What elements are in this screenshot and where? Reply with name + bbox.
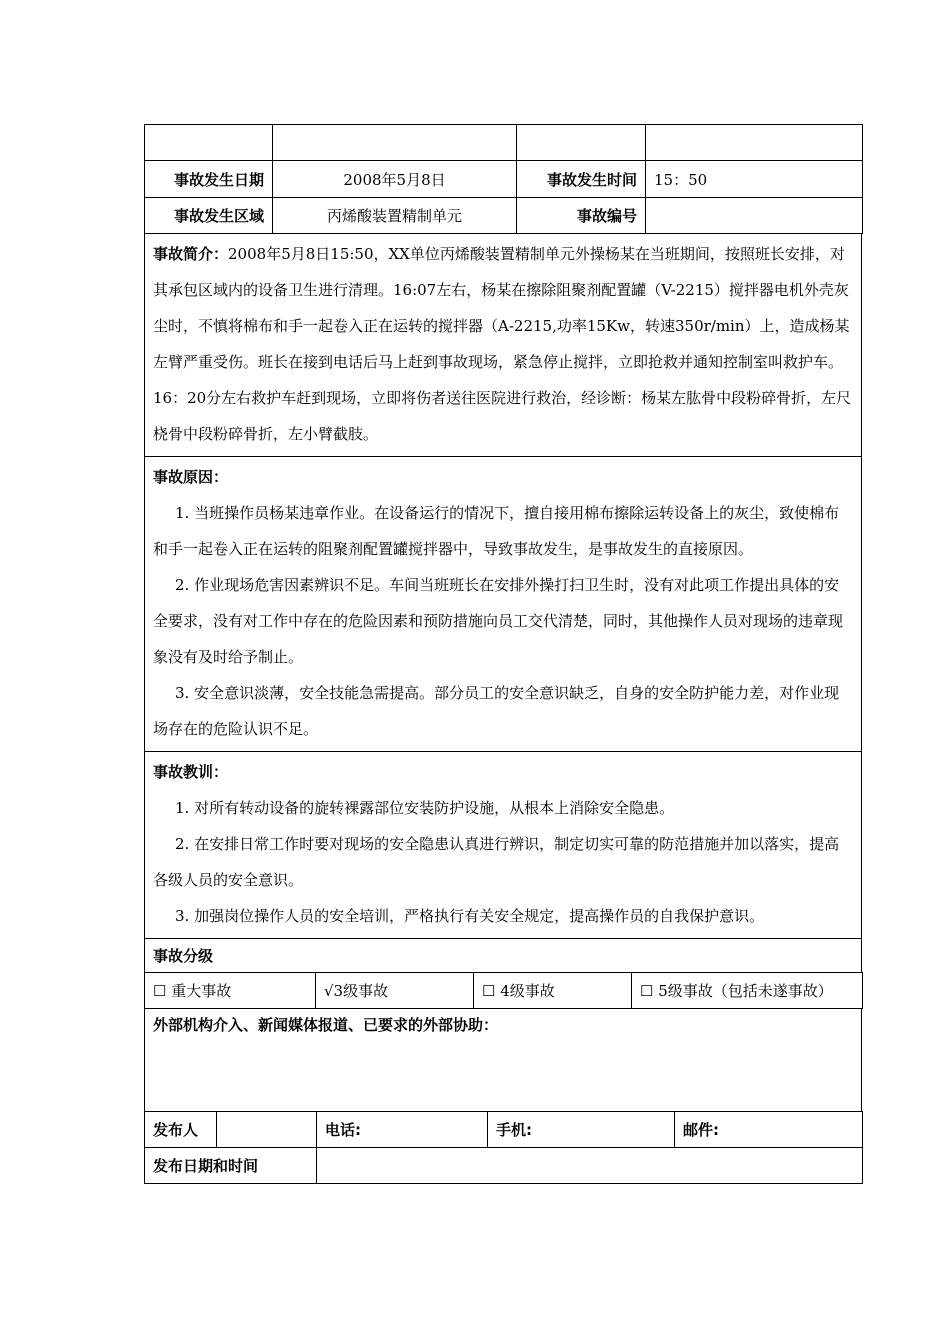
area-number-row [145, 198, 863, 234]
lessons-cell [145, 752, 862, 939]
number-label: 事故编号 [517, 198, 646, 234]
cause-item: 3. 安全意识淡薄，安全技能急需提高。部分员工的安全意识缺乏，自身的安全防护能力差，对作业现场存在的危险认识不足。 [153, 684, 840, 738]
publish-date-value[interactable] [317, 1148, 863, 1184]
phone-label: 电话: [317, 1112, 488, 1148]
blank-cell [646, 125, 863, 161]
classification-header-row [145, 939, 862, 973]
level-4-checkbox[interactable]: ☐ 4级事故 [474, 973, 632, 1009]
cause-item: 2. 作业现场危害因素辨识不足。车间当班班长在安排外操打扫卫生时，没有对此项工作提出具体的安全要求，没有对工作中存在的危险因素和预防措施向员工交代清楚，同时，其他操作人员对现场的违章现象没有及时给予制止。 [153, 576, 844, 666]
external-table [144, 1008, 862, 1112]
blank-row [145, 125, 863, 161]
level-5-checkbox[interactable]: ☐ 5级事故（包括未遂事故） [632, 973, 863, 1009]
blank-cell [273, 125, 517, 161]
summary-text: 2008年5月8日15:50，XX单位丙烯酸装置精制单元外操杨某在当班期间，按照班长安排，对其承包区域内的设备卫生进行清理。16:07左右，杨某在擦除阻聚剂配置罐（V-2215）搅拌器电机外壳灰尘时，不慎将棉布和手一起卷入正在运转的搅拌器（A-2215,功率15Kw，转速350r/min）上，造成杨某左臂严重受伤。班长在接到电话后马上赶到事故现场，紧急停止搅拌，立即抢救并通知控制室叫救护车。16：20分左右救护车赶到现场，立即将伤者送往医院进行救治，经诊断：杨某左肱骨中段粉碎骨折，左尺桡骨中段粉碎骨折，左小臂截肢。 [153, 245, 852, 443]
publisher-row [145, 1112, 863, 1148]
external-cell [145, 1009, 862, 1112]
classification-table [144, 972, 863, 1009]
level-3-checkbox[interactable]: √3级事故 [316, 973, 474, 1009]
classification-options-row [145, 973, 863, 1009]
external-row [145, 1009, 862, 1112]
blank-cell [145, 125, 273, 161]
number-value [646, 198, 863, 234]
publish-date-row [145, 1148, 863, 1184]
mobile-label: 手机: [488, 1112, 675, 1148]
classification-label: 事故分级 [145, 939, 862, 973]
lessons-label: 事故教训： [153, 763, 229, 781]
publisher-value[interactable] [217, 1112, 317, 1148]
causes-cell [145, 457, 862, 752]
publish-date-table [144, 1147, 863, 1184]
accident-report-form [144, 124, 862, 1184]
lesson-item: 3. 加强岗位操作人员的安全培训，严格执行有关安全规定，提高操作员的自我保护意识。 [175, 907, 765, 925]
summary-label: 事故简介： [153, 245, 229, 263]
level-major-checkbox[interactable]: ☐ 重大事故 [145, 973, 316, 1009]
cause-item: 1. 当班操作员杨某违章作业。在设备运行的情况下，擅自接用棉布擦除运转设备上的灰尘，致使棉布和手一起卷入正在运转的阻聚剂配置罐搅拌器中，导致事故发生，是事故发生的直接原因。 [153, 504, 840, 558]
external-label: 外部机构介入、新闻媒体报道、已要求的外部协助： [153, 1016, 499, 1034]
email-label: 邮件: [675, 1112, 863, 1148]
date-value: 2008年5月8日 [273, 161, 517, 198]
date-time-row [145, 161, 863, 198]
time-value: 15：50 [646, 161, 863, 198]
lesson-item: 1. 对所有转动设备的旋转裸露部位安装防护设施，从根本上消除安全隐患。 [175, 799, 675, 817]
header-table [144, 124, 863, 234]
publisher-table [144, 1111, 863, 1148]
publisher-label: 发布人 [145, 1112, 217, 1148]
blank-cell [517, 125, 646, 161]
lessons-row [145, 752, 862, 939]
lesson-item: 2. 在安排日常工作时要对现场的安全隐患认真进行辨识，制定切实可靠的防范措施并加以落实，提高各级人员的安全意识。 [153, 835, 840, 889]
content-table [144, 233, 862, 973]
causes-row [145, 457, 862, 752]
time-label: 事故发生时间 [517, 161, 646, 198]
summary-cell [145, 234, 862, 457]
area-label: 事故发生区域 [145, 198, 273, 234]
date-label: 事故发生日期 [145, 161, 273, 198]
area-value: 丙烯酸装置精制单元 [273, 198, 517, 234]
summary-row [145, 234, 862, 457]
causes-label: 事故原因： [153, 468, 229, 486]
publish-date-label: 发布日期和时间 [145, 1148, 317, 1184]
